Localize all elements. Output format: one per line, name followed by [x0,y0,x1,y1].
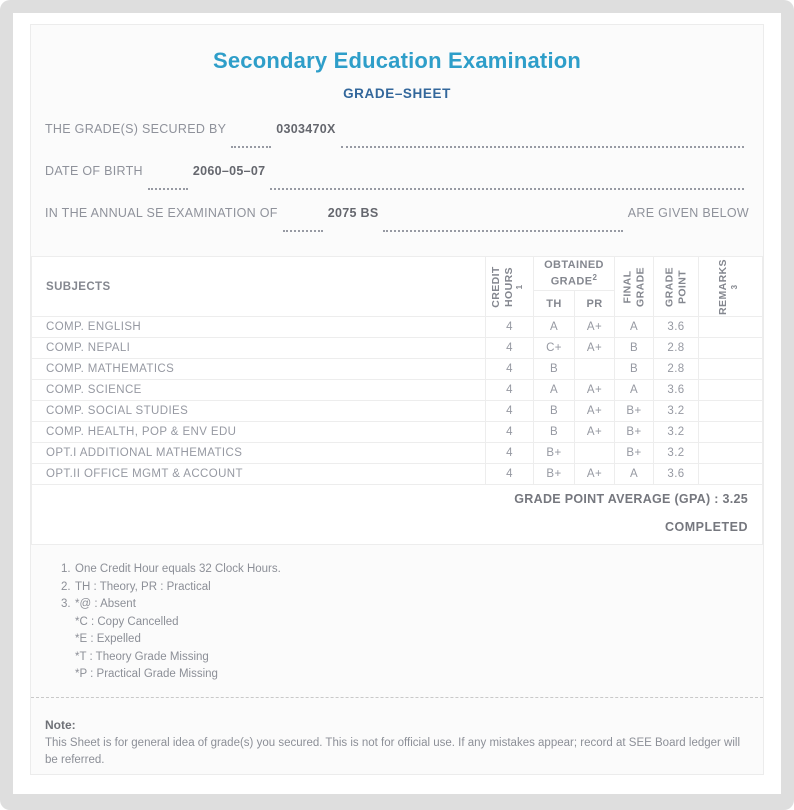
credit-hours-cell: 4 [486,359,534,380]
final-grade-cell: B [615,338,654,359]
header [31,25,763,101]
grades-secured-by-line [45,122,749,164]
final-grade-cell: A [615,464,654,485]
theory-grade-cell: A [534,317,575,338]
footnote-subitem: *E : Expelled [75,633,141,645]
practical-grade-cell: A+ [575,401,615,422]
grade-point-cell: 3.6 [654,464,699,485]
theory-column-header: TH [534,291,575,317]
summary-rows [32,485,763,545]
credit-hours-cell: 4 [486,338,534,359]
remarks-cell [699,338,763,359]
credit-hours-cell: 4 [486,422,534,443]
practical-column-header: PR [575,291,615,317]
footnote-item: 2. TH : Theory, PR : Practical [61,580,211,593]
theory-grade-cell: A [534,380,575,401]
examination-year-label: IN THE ANNUAL SE EXAMINATION OF [45,206,278,220]
dotted-leader [270,188,744,190]
subject-name-cell: OPT.II OFFICE MGMT & ACCOUNT [32,464,486,485]
dotted-leader [383,230,622,232]
examination-year-line [45,206,749,248]
footnote-ref-3: 3 [729,284,739,289]
footnote-item: 3. *@ : Absent [61,598,136,610]
note-body: This Sheet is for general idea of grade(s) you secured. This is not for official use. If any mistakes appear; record at SEE Board ledger will be referred. [45,737,741,766]
table-row [32,401,763,422]
table-row [32,359,763,380]
grade-point-cell: 2.8 [654,338,699,359]
grade-point-cell: 3.2 [654,422,699,443]
date-of-birth-value: 2060–05–07 [192,164,266,178]
practical-grade-cell [575,359,615,380]
gpa-line: GRADE POINT AVERAGE (GPA) : 3.25 [514,492,748,506]
theory-grade-cell: B [534,401,575,422]
final-grade-cell: B+ [615,443,654,464]
remarks-cell [699,359,763,380]
grades-table [31,256,763,545]
dotted-leader [231,146,271,148]
credit-hours-cell: 4 [486,443,534,464]
grades-table-header [32,257,763,317]
credit-hours-cell: 4 [486,317,534,338]
grade-point-cell: 3.2 [654,443,699,464]
credit-hours-cell: 4 [486,464,534,485]
dotted-leader [283,230,323,232]
practical-grade-cell: A+ [575,422,615,443]
dotted-leader [341,146,744,148]
date-of-birth-line [45,164,749,206]
student-info-lines [45,122,749,248]
practical-grade-cell: A+ [575,380,615,401]
table-row [32,380,763,401]
subjects-column-header: SUBJECTS [32,257,486,317]
table-row [32,338,763,359]
remarks-cell [699,380,763,401]
remarks-cell [699,422,763,443]
summary-cell [32,485,763,545]
date-of-birth-label: DATE OF BIRTH [45,164,143,178]
theory-grade-cell: B [534,422,575,443]
subject-name-cell: COMP. NEPALI [32,338,486,359]
subject-name-cell: COMP. SCIENCE [32,380,486,401]
final-grade-cell: B+ [615,422,654,443]
table-row [32,443,763,464]
footnote-ref-2: 2 [592,272,598,282]
credit-hours-cell: 4 [486,380,534,401]
footnote-subitem: *C : Copy Cancelled [75,615,179,628]
page-subtitle: GRADE–SHEET [343,86,451,101]
grade-point-cell: 3.6 [654,380,699,401]
subject-name-cell: COMP. SOCIAL STUDIES [32,401,486,422]
table-row [32,464,763,485]
theory-grade-cell: C+ [534,338,575,359]
grade-point-cell: 3.2 [654,401,699,422]
result-status: COMPLETED [665,520,748,534]
footnote-ref-1: 1 [514,284,524,289]
grade-point-cell: 2.8 [654,359,699,380]
final-grade-cell: B [615,359,654,380]
table-row [32,317,763,338]
grades-secured-by-label: THE GRADE(S) SECURED BY [45,122,227,136]
obtained-grade-column-header: OBTAINED GRADE$^2$ [534,257,615,291]
remarks-cell [699,401,763,422]
theory-grade-cell: B [534,359,575,380]
symbol-number-value: 0303470X [276,122,336,136]
gpa-value: 3.25 [722,492,748,506]
grade-point-column-header: GRADE POINT [654,257,699,317]
subject-name-cell: COMP. MATHEMATICS [32,359,486,380]
table-row [32,422,763,443]
note-heading: Note: [45,718,76,732]
footnote-item: 1. One Credit Hour equals 32 Clock Hours. [61,563,281,575]
subject-rows [32,317,763,485]
remarks-column-header: REMARKS $^3$ [699,257,763,317]
subject-name-cell: COMP. HEALTH, POP & ENV EDU [32,422,486,443]
credit-hours-cell: 4 [486,401,534,422]
theory-grade-cell: B+ [534,464,575,485]
grade-sheet-card [30,24,764,775]
practical-grade-cell: A+ [575,338,615,359]
grade-point-cell: 3.6 [654,317,699,338]
footnote-subitem: *T : Theory Grade Missing [75,650,209,663]
note-section [31,698,763,769]
final-grade-cell: A [615,380,654,401]
examination-year-value: 2075 BS [327,206,379,220]
final-grade-cell: B+ [615,401,654,422]
footnotes-list [31,545,763,697]
final-grade-column-header: FINAL GRADE [615,257,654,317]
subject-name-cell: COMP. ENGLISH [32,317,486,338]
are-given-below-label: ARE GIVEN BELOW [627,206,749,220]
page-title: Secondary Education Examination [212,48,582,73]
practical-grade-cell: A+ [575,464,615,485]
final-grade-cell: A [615,317,654,338]
practical-grade-cell [575,443,615,464]
theory-grade-cell: B+ [534,443,575,464]
credit-hours-column-header: CREDIT HOURS $^1$ [486,257,534,317]
remarks-cell [699,317,763,338]
dotted-leader [148,188,188,190]
remarks-cell [699,464,763,485]
remarks-cell [699,443,763,464]
subject-name-cell: OPT.I ADDITIONAL MATHEMATICS [32,443,486,464]
footnote-subitem: *P : Practical Grade Missing [75,668,218,680]
practical-grade-cell: A+ [575,317,615,338]
